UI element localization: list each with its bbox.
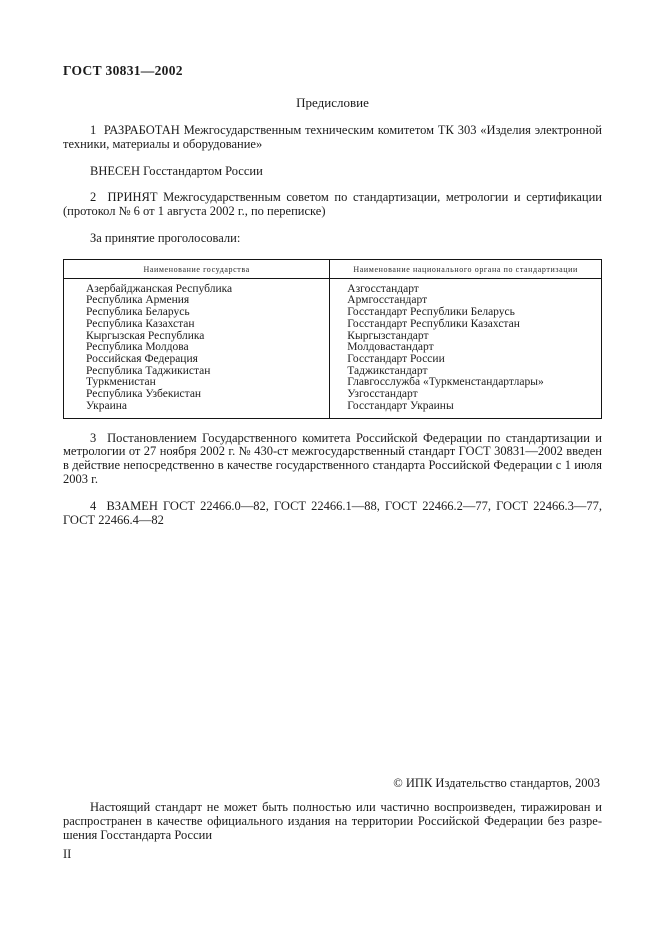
vote-table xyxy=(63,259,602,419)
cell-org: Госстандарт Республики Казахстан xyxy=(347,317,520,330)
column-header-state: Наименование государства xyxy=(64,259,330,278)
table-row xyxy=(64,354,602,366)
cell-state: Кыргызская Республика xyxy=(64,331,330,343)
cell-org: Госстандарт Республики Беларусь xyxy=(347,306,515,319)
page-content xyxy=(63,63,602,527)
paragraph-adopted: 2 ПРИНЯТ Межгосударственным советом по стандартизации, метрологии и сертификации (протокол № 6 от 1 августа 2002 г., по переписке) xyxy=(63,190,602,219)
cell-org: Армгосстандарт xyxy=(347,294,428,307)
table-row xyxy=(64,278,602,295)
cell-org: Узгосстандарт xyxy=(347,388,418,401)
cell-org: Главгосслужба «Туркменстандартлары» xyxy=(347,376,544,389)
paragraph-vote-intro: За принятие проголосовали: xyxy=(90,230,241,245)
paragraph-submitted: ВНЕСЕН Госстандартом России xyxy=(90,163,263,178)
copyright-line: © ИПК Издательство стандартов, 2003 xyxy=(393,776,600,790)
cell-state: Республика Казахстан xyxy=(64,319,330,331)
cell-state: Туркменистан xyxy=(64,377,330,389)
table-row xyxy=(64,319,602,331)
paragraph-developed: 1 РАЗРАБОТАН Межгосударственным техническим комитетом ТК 303 «Изделия электронной техники, материалы и оборудование» xyxy=(63,123,602,151)
cell-state: Республика Таджикистан xyxy=(64,366,330,378)
vote-table-header xyxy=(64,259,602,278)
cell-org: Госстандарт России xyxy=(347,353,445,365)
cell-state: Азербайджанская Республика xyxy=(64,278,330,295)
doc-number: ГОСТ 30831—2002 xyxy=(63,63,183,78)
cell-state: Республика Узбекистан xyxy=(64,389,330,401)
cell-org: Азгосстандарт xyxy=(347,282,419,295)
cell-state: Российская Федерация xyxy=(64,354,330,366)
cell-org: Таджикстандарт xyxy=(347,364,428,377)
table-row xyxy=(64,389,602,401)
cell-org: Госстандарт Украины xyxy=(347,399,454,412)
cell-org: Кыргызстандарт xyxy=(347,329,429,342)
page-title: Предисловие xyxy=(296,95,369,110)
table-header-row xyxy=(64,259,602,278)
paragraph-replaces: 4 ВЗАМЕН ГОСТ 22466.0—82, ГОСТ 22466.1—88, ГОСТ 22466.2—77, ГОСТ 22466.3—77, ГОСТ 22466.4—82 xyxy=(63,498,602,527)
cell-state: Республика Армения xyxy=(64,295,330,307)
table-row xyxy=(64,401,602,418)
cell-state: Республика Молдова xyxy=(64,342,330,354)
cell-state: Республика Беларусь xyxy=(64,307,330,319)
cell-state: Украина xyxy=(64,401,330,418)
page-number: II xyxy=(63,847,72,861)
column-header-org: Наименование национального органа по стандартизации xyxy=(330,259,602,278)
reproduction-note: Настоящий стандарт не может быть полностью или частично воспроизведен, тиражирован и распространен в качестве официального издания на территории Российской Федерации без разрешения Госстандарта России xyxy=(63,800,602,842)
page-footer xyxy=(63,776,602,862)
cell-org: Молдовастандарт xyxy=(347,341,434,354)
paragraph-decree: 3 Постановлением Государственного комитета Российской Федерации по стандартизации и метрологии от 27 ноября 2002 г. № 430-ст межгосударственный стандарт ГОСТ 30831—2002 введен в действие непосредственно в качестве государственного стандарта Российской Федерации с 1 июля 2003 г. xyxy=(63,430,602,486)
